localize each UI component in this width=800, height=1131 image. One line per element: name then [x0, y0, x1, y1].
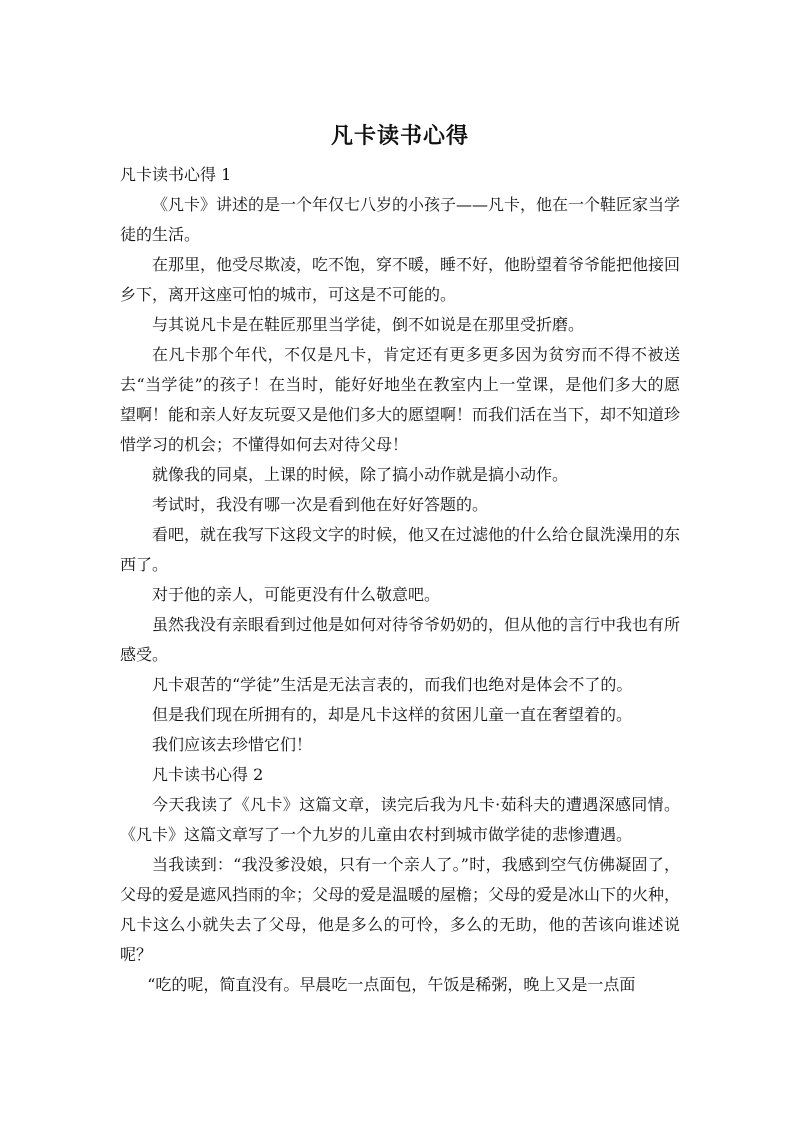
paragraph: 在凡卡那个年代，不仅是凡卡，肯定还有更多更多因为贫穷而不得不被送去“当学徒”的孩子！在当时，能好好地坐在教室内上一堂课，是他们多大的愿望啊！能和亲人好友玩耍又是他们多大的愿望啊！而我们活在当下，却不知道珍惜学习的机会；不懂得如何去对待父母！ — [120, 345, 681, 454]
paragraph: 今天我读了《凡卡》这篇文章，读完后我为凡卡·茹科夫的遭遇深感同情。《凡卡》这篇文章写了一个九岁的儿童由农村到城市做学徒的悲惨遭遇。 — [120, 795, 680, 844]
paragraph: 虽然我没有亲眼看到过他是如何对待爷爷奶奶的，但从他的言行中我也有所感受。 — [120, 615, 681, 664]
document-title: 凡卡读书心得 — [330, 124, 469, 149]
paragraph: 看吧，就在我写下这段文字的时候，他又在过滤他的什么给仓鼠洗澡用的东西了。 — [120, 525, 681, 574]
section-heading-1: 凡卡读书心得 1 — [120, 165, 232, 184]
paragraph: 考试时，我没有哪一次是看到他在好好答题的。 — [152, 495, 489, 514]
paragraph: 《凡卡》讲述的是一个年仅七八岁的小孩子——凡卡，他在一个鞋匠家当学徒的生活。 — [120, 195, 681, 244]
paragraph: 但是我们现在所拥有的，却是凡卡这样的贫困儿童一直在奢望着的。 — [152, 705, 633, 724]
paragraph: 凡卡艰苦的“学徒”生活是无法言表的，而我们也绝对是体会不了的。 — [152, 675, 633, 694]
paragraph: 就像我的同桌，上课的时候，除了搞小动作就是搞小动作。 — [152, 465, 569, 484]
paragraph: 在那里，他受尽欺凌，吃不饱，穿不暖，睡不好，他盼望着爷爷能把他接回乡下，离开这座可怕的城市，可这是不可能的。 — [120, 255, 681, 304]
document-body — [120, 160, 680, 1000]
paragraph: 当我读到：“我没爹没娘，只有一个亲人了。”时，我感到空气仿佛凝固了，父母的爱是遮风挡雨的伞；父母的爱是温暖的屋檐；父母的爱是冰山下的火种，凡卡这么小就失去了父母，他是多么的可怜，多么的无助，他的苦该向谁述说呢？ — [120, 855, 681, 964]
paragraph: “吃的呢，简直没有。早晨吃一点面包，午饭是稀粥，晚上又是一点面 — [147, 975, 636, 994]
paragraph: 对于他的亲人，可能更没有什么敬意吧。 — [152, 585, 441, 604]
paragraph: 我们应该去珍惜它们！ — [152, 735, 313, 754]
paragraph: 与其说凡卡是在鞋匠那里当学徒，倒不如说是在那里受折磨。 — [152, 315, 585, 334]
section-heading-2: 凡卡读书心得 2 — [152, 765, 264, 784]
